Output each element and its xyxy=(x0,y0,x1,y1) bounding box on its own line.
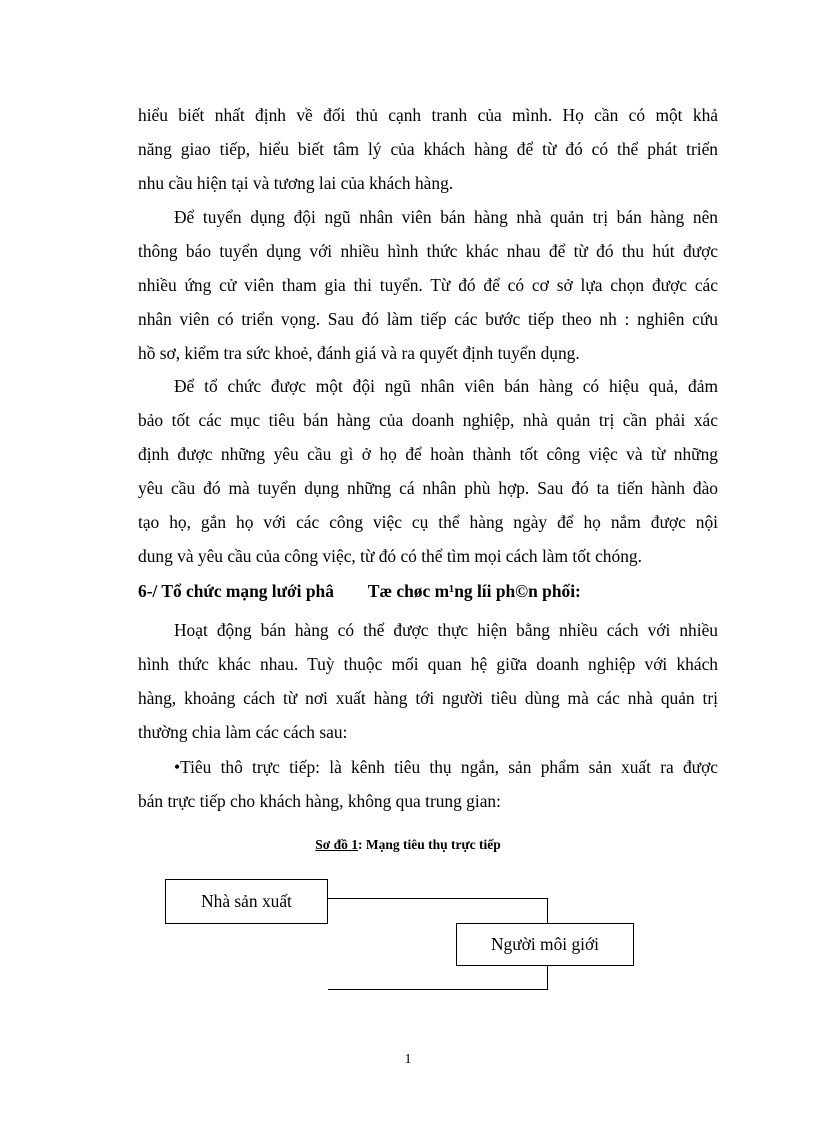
producer-label: Nhà sản xuất xyxy=(201,891,292,911)
paragraph-organization xyxy=(138,369,718,573)
broker-box xyxy=(456,923,634,966)
section-heading xyxy=(138,574,581,608)
text-line: Để tuyển dụng đội ngũ nhân viên bán hàng nhà quản trị bán hàng nên xyxy=(174,207,718,227)
text-line: hình thức khác nhau. Tuỳ thuộc mối quan hệ giữa doanh nghiệp với khách xyxy=(138,654,718,674)
heading-main: 6-/ Tổ chức mạng lưới phâ xyxy=(138,581,334,601)
page-number: 1 xyxy=(404,1052,412,1067)
text-line: hiểu biết nhất định về đối thủ cạnh tranh của mình. Họ cần có một khả xyxy=(138,105,718,125)
caption-prefix: Sơ đồ 1 xyxy=(315,837,359,852)
heading-garbled: Tæ chøc m¹ng líi ph©n phối: xyxy=(367,581,581,601)
text-line: định được những yêu cầu gì ở họ để hoàn thành tốt công việc và từ những xyxy=(138,444,718,464)
connector-horizontal-top xyxy=(328,898,548,899)
connector-vertical-top xyxy=(547,898,548,923)
paragraph-continuation xyxy=(138,98,718,200)
text-line: thông báo tuyển dụng với nhiều hình thức khác nhau để từ đó thu hút được xyxy=(138,241,718,261)
broker-label: Người môi giới xyxy=(490,934,599,954)
diagram-caption xyxy=(0,837,816,853)
text-line: yêu cầu đó mà tuyển dụng những cá nhân phù hợp. Sau đó ta tiến hành đào xyxy=(138,478,718,498)
text-line: Để tổ chức được một đội ngũ nhân viên bán hàng có hiệu quả, đảm xyxy=(174,376,718,396)
paragraph-direct-sales xyxy=(138,750,718,818)
paragraph-recruitment xyxy=(138,200,718,370)
text-line: hàng, khoảng cách từ nơi xuất hàng tới người tiêu dùng mà các nhà quản trị xyxy=(138,688,718,708)
producer-box xyxy=(165,879,328,924)
text-line: nhu cầu hiện tại và tương lai của khách hàng. xyxy=(138,173,454,193)
paragraph-sales-activity xyxy=(138,613,718,749)
text-line: •Tiêu thô trực tiếp: là kênh tiêu thụ ngắn, sản phẩm sản xuất ra được xyxy=(174,757,718,777)
text-line: bán trực tiếp cho khách hàng, không qua trung gian: xyxy=(138,791,501,811)
text-line: tạo họ, gắn họ với các công việc cụ thể hàng ngày để họ nắm được nội xyxy=(138,512,718,532)
text-line: hồ sơ, kiểm tra sức khoẻ, đánh giá và ra quyết định tuyển dụng. xyxy=(138,343,580,363)
connector-vertical-bottom xyxy=(547,966,548,990)
text-line: nhân viên có triển vọng. Sau đó làm tiếp các bước tiếp theo nh : nghiên cứu xyxy=(138,309,718,329)
text-line: bảo tốt các mục tiêu bán hàng của doanh nghiệp, nhà quản trị cần phải xác xyxy=(138,410,718,430)
text-line: thường chia làm các cách sau: xyxy=(138,722,348,742)
caption-rest: : Mạng tiêu thụ trực tiếp xyxy=(358,837,501,852)
text-line: năng giao tiếp, hiểu biết tâm lý của khách hàng để từ đó có thể phát triển xyxy=(138,139,718,159)
text-line: dung và yêu cầu của công việc, từ đó có thể tìm mọi cách làm tốt chóng. xyxy=(138,546,642,566)
text-line: nhiều ứng cử viên tham gia thi tuyển. Từ đó để có cơ sở lựa chọn được các xyxy=(138,275,718,295)
connector-horizontal-bottom xyxy=(328,989,548,990)
text-line: Hoạt động bán hàng có thể được thực hiện bằng nhiều cách với nhiều xyxy=(174,620,718,640)
